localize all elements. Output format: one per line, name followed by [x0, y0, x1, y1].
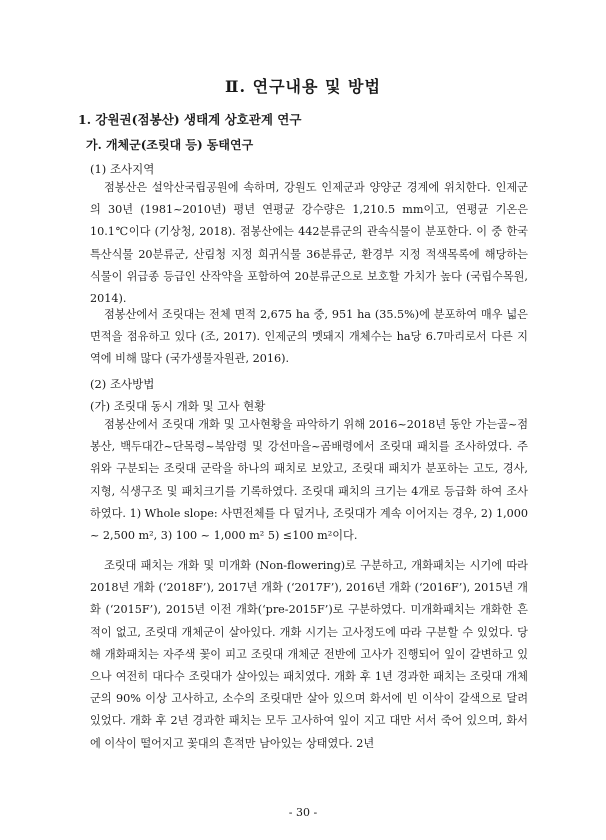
paragraph-patch-classification: 조릿대 패치는 개화 및 미개화 (Non-flowering)로 구분하고, 개화패치는 시기에 따라 2018년 개화 (‘2018F’), 2017년 개화 (‘2017F’), 2016년 개화 (‘2016F’), 2015년 개화 (‘2015F’), 2015년 이전 개화(‘pre-2015F’)로 구분하였다. 미개화패치는 개화한 흔적이 없고, 조릿대 개체군이 살아있다. 개화 시기는 고사정도에 따라 구분할 수 있었다. 당해 개화패치는 자주색 꽃이 피고 조릿대 개체군 전반에 고사가 진행되어 잎이 갈변하고 있으나 여전히 대다수 조릿대가 살아있는 패치였다. 개화 후 1년 경과한 패치는 조릿대 개체군의 90% 이상 고사하고, 소수의 조릿대만 살아 있으며 화서에 빈 이삭이 갈색으로 달려있었다. 개화 후 2년 경과한 패치는 모두 고사하여 잎이 지고 대만 서서 죽어 있으며, 화서에 이삭이 떨어지고 꽃대의 흔적만 남아있는 상태였다. 2년 — [90, 559, 528, 750]
chapter-title: Ⅱ. 연구내용 및 방법 — [225, 77, 381, 96]
method-heading: (2) 조사방법 — [90, 377, 155, 391]
paragraph-survey-area: 점봉산은 설악산국립공원에 속하며, 강원도 인제군과 양양군 경계에 위치한다. 인제군의 30년 (1981~2010년) 평년 연평균 강수량은 1,210.5 mm이고, 연평균 기온은 10.1℃이다 (기상청, 2018). 점봉산에는 442분류군의 관속식물이 분포한다. 이 중 한국특산식물 20분류군, 산림청 지정 희귀식물 36분류군, 환경부 지정 적색목록에 해당하는 식물이 위급종 등급인 산작약을 포함하여 20분류군으로 보호할 가치가 높다 (국립수목원, 2014). — [90, 181, 528, 306]
page-number: - 30 - — [288, 806, 318, 819]
paragraph-bamboo-area: 점봉산에서 조릿대는 전체 면적 2,675 ha 중, 951 ha (35.5%)에 분포하여 매우 넓은 면적을 점유하고 있다 (조, 2017). 인제군의 멧돼지 개체수는 ha당 6.7마리로서 다른 지역에 비해 많다 (국가생물자원관, 2016). — [90, 308, 528, 366]
paragraph-method: 점봉산에서 조릿대 개화 및 고사현황을 파악하기 위해 2016~2018년 동안 가는골~점봉산, 백두대간~단목령~북암령 및 강선마을~곰배령에서 조릿대 패치를 조사하였다. 주위와 구분되는 조릿대 군락을 하나의 패치로 보았고, 조릿대 패치가 분포하는 고도, 경사, 지형, 식생구조 및 패치크기를 기록하였다. 조릿대 패치의 크기는 4개로 등급화 하여 조사하였다. 1) Whole slope: 사면전체를 다 덮거나, 조릿대가 계속 이어지는 경우, 2) 1,000 ~ 2,500 m², 3) 100 ~ 1,000 m² 5) ≤100 m²이다. — [90, 418, 528, 543]
survey-area-heading: (1) 조사지역 — [90, 162, 155, 176]
section-heading: 1. 강원권(점봉산) 생태계 상호관계 연구 — [78, 112, 302, 127]
subsection-heading: 가. 개체군(조릿대 등) 동태연구 — [86, 138, 254, 152]
flowering-heading: (가) 조릿대 동시 개화 및 고사 현황 — [90, 399, 266, 413]
